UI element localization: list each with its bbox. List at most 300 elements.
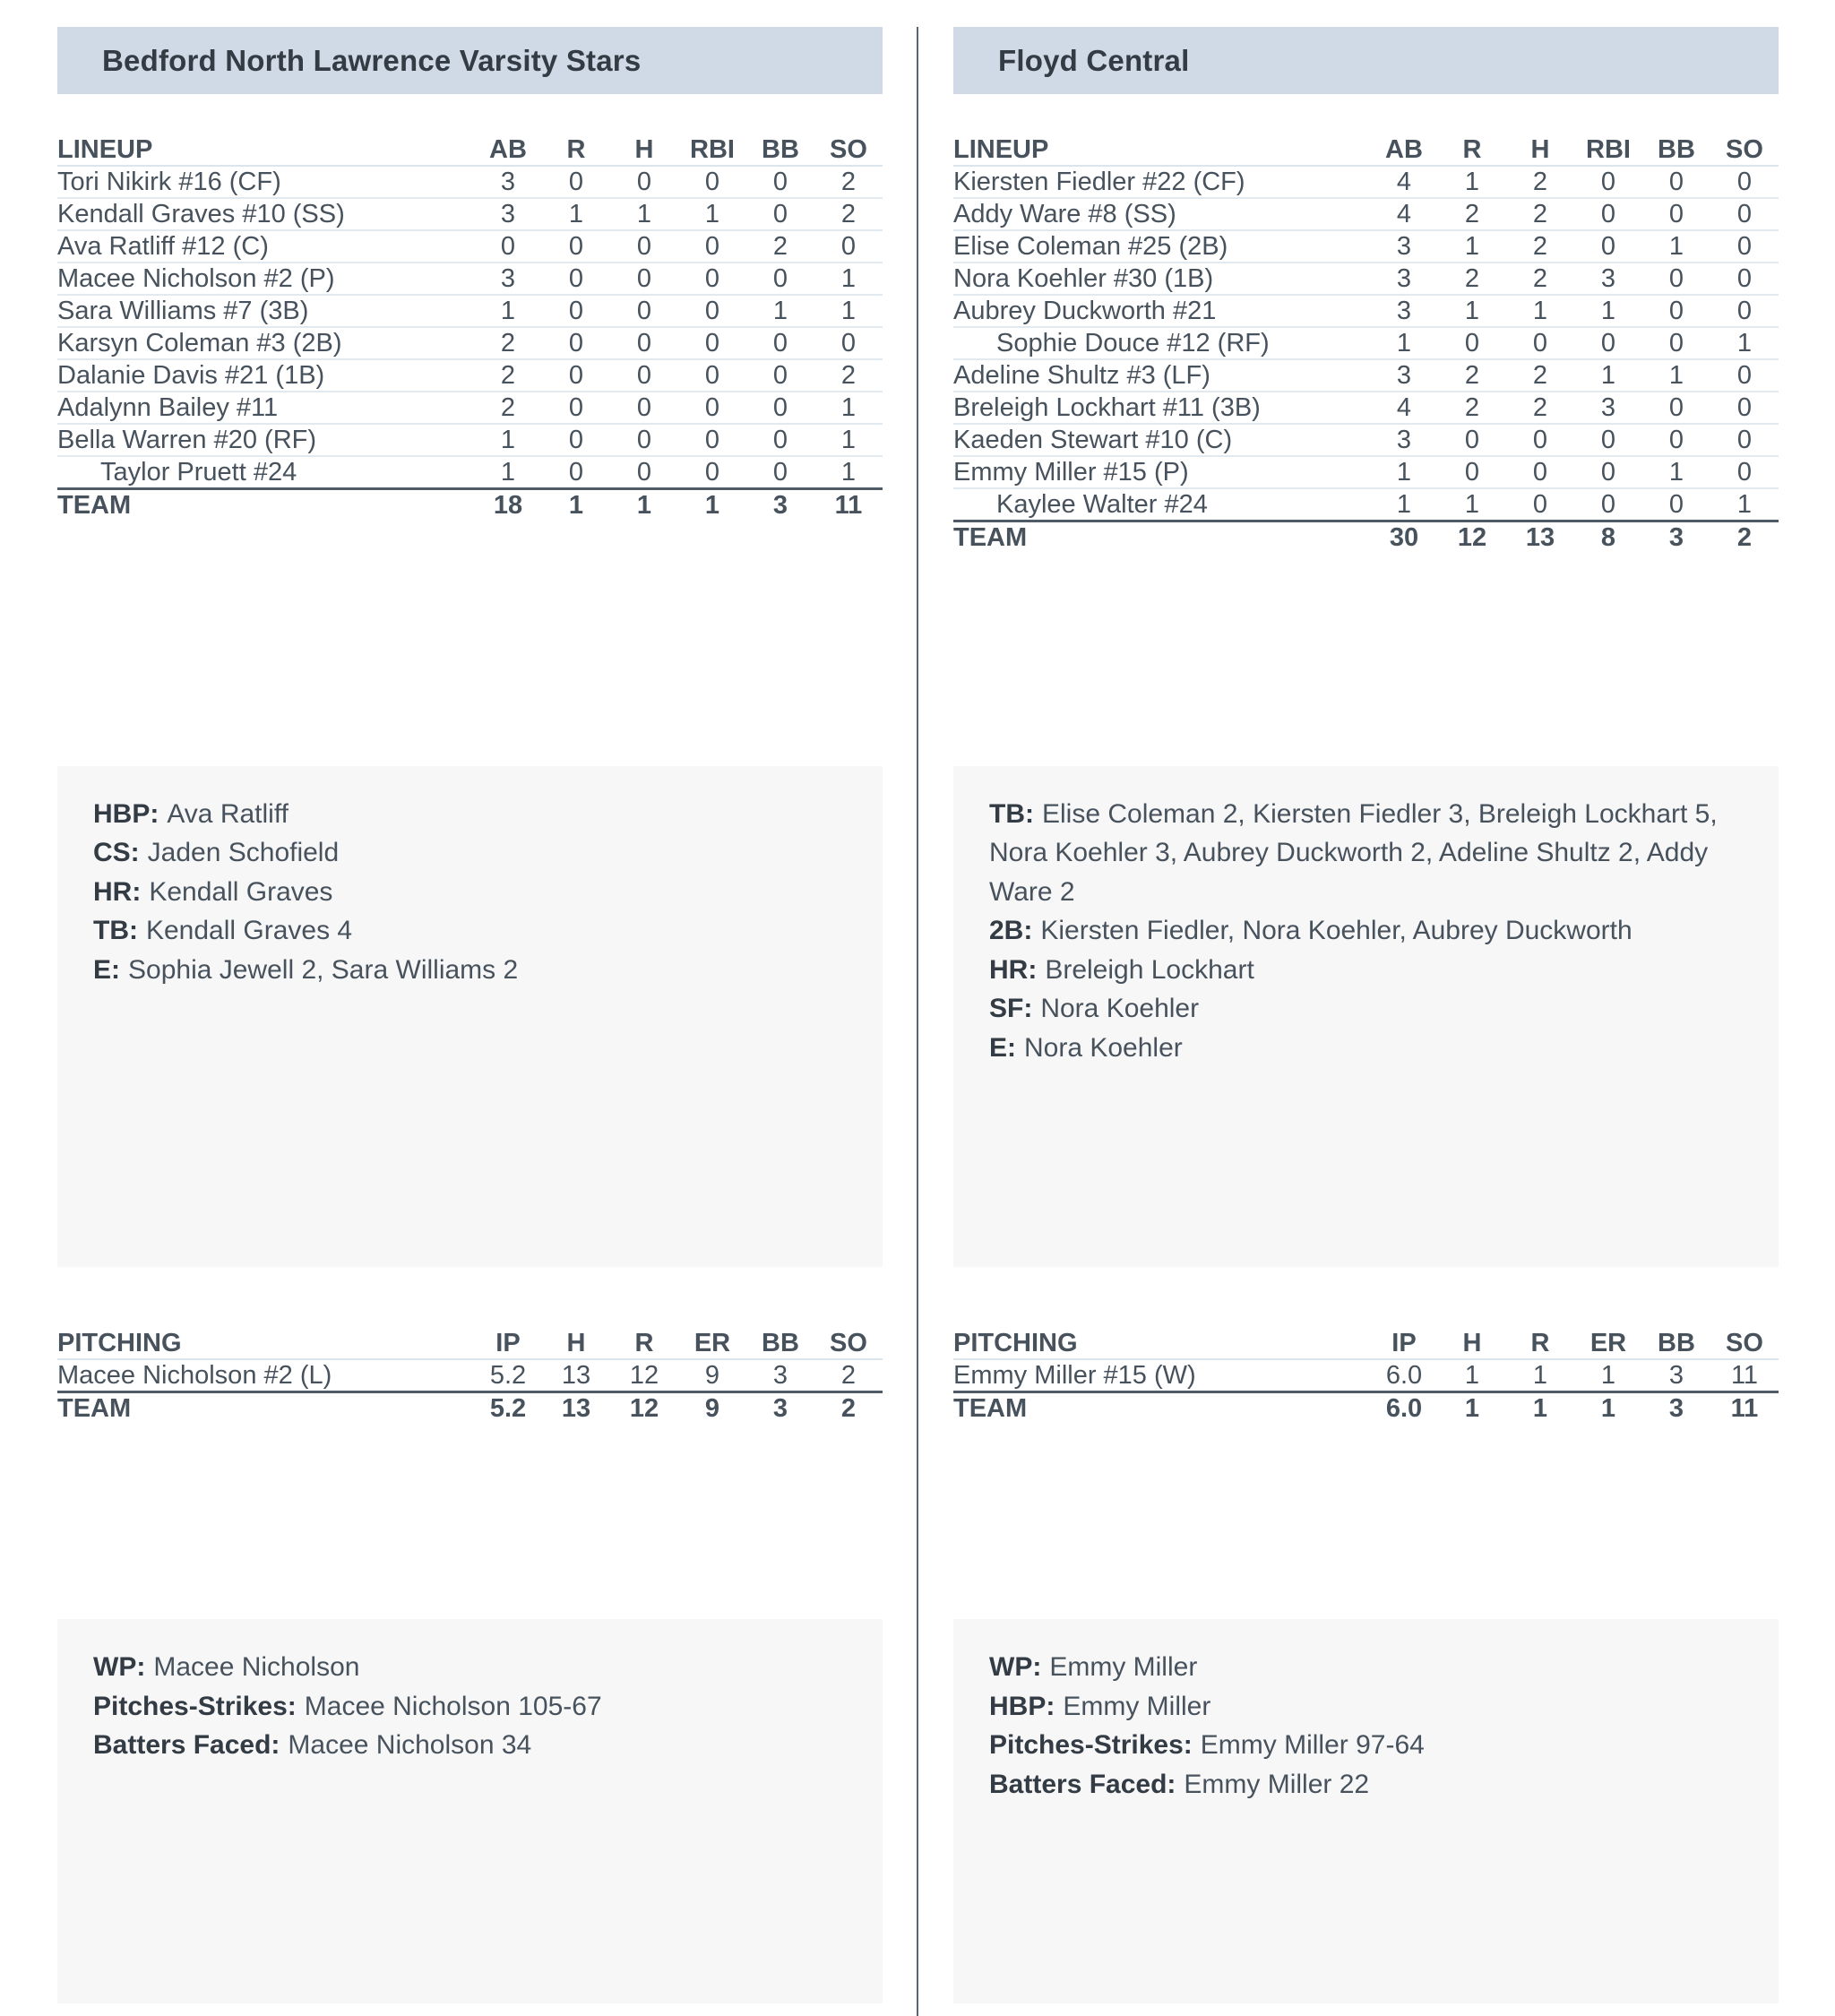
player-name: Ava Ratliff #12 (C) — [57, 230, 474, 263]
stat-cell: 0 — [610, 327, 678, 359]
player-name: Elise Coleman #25 (2B) — [953, 230, 1370, 263]
stat-cell: 0 — [542, 424, 610, 456]
player-row — [953, 166, 1779, 198]
stat-cell: 1 — [678, 489, 746, 521]
stat-cell: 1 — [1438, 1359, 1506, 1392]
note-line — [989, 1029, 1743, 1068]
note-value: Kendall Graves 4 — [145, 916, 353, 946]
stat-cell: 2 — [474, 392, 542, 424]
stat-cell: 18 — [474, 489, 542, 521]
stat-cell: 3 — [746, 1359, 814, 1392]
player-name: Dalanie Davis #21 (1B) — [57, 359, 474, 392]
player-row — [953, 1359, 1779, 1392]
stat-cell: 0 — [746, 198, 814, 230]
stat-cell: 1 — [474, 456, 542, 489]
note-label: 2B: — [989, 916, 1033, 946]
player-row — [953, 327, 1779, 359]
player-row — [57, 295, 883, 327]
stat-cell: 1 — [1438, 488, 1506, 521]
stat-cell: 3 — [1574, 392, 1642, 424]
stat-cell: 1 — [1642, 456, 1710, 488]
note-label: CS: — [93, 838, 140, 868]
stat-cell: 13 — [542, 1391, 610, 1424]
stat-cell: 0 — [1642, 263, 1710, 295]
player-row — [953, 359, 1779, 392]
player-row — [57, 456, 883, 489]
player-name: Kaylee Walter #24 — [953, 488, 1370, 521]
player-row — [953, 295, 1779, 327]
col-header-r: R — [542, 134, 610, 166]
team-total-label: TEAM — [953, 521, 1370, 554]
pitching-header-row — [953, 1328, 1779, 1359]
stat-cell: 2 — [814, 1391, 883, 1424]
player-row — [953, 488, 1779, 521]
column-divider — [917, 27, 918, 2016]
stat-cell: 1 — [1370, 456, 1438, 488]
stat-cell: 5.2 — [474, 1391, 542, 1424]
stat-cell: 0 — [678, 230, 746, 263]
stat-cell: 0 — [1574, 327, 1642, 359]
stat-cell: 1 — [1438, 1391, 1506, 1424]
stat-cell: 0 — [1574, 166, 1642, 198]
stat-cell: 11 — [814, 489, 883, 521]
stat-cell: 0 — [678, 295, 746, 327]
player-name: Taylor Pruett #24 — [57, 456, 474, 489]
stat-cell: 2 — [814, 166, 883, 198]
stat-cell: 1 — [814, 263, 883, 295]
stat-cell: 1 — [814, 424, 883, 456]
stat-cell: 0 — [1642, 392, 1710, 424]
col-header-h: H — [1438, 1328, 1506, 1359]
batting-notes — [953, 766, 1779, 1267]
lineup-section — [57, 134, 883, 724]
note-label: HR: — [93, 876, 142, 907]
stat-cell: 5.2 — [474, 1359, 542, 1392]
player-name: Sara Williams #7 (3B) — [57, 295, 474, 327]
note-line — [989, 795, 1743, 912]
lineup-team-row — [953, 521, 1779, 554]
note-line — [93, 1648, 847, 1687]
stat-cell: 6.0 — [1370, 1359, 1438, 1392]
col-header-bb: BB — [1642, 134, 1710, 166]
stat-cell: 2 — [814, 359, 883, 392]
stat-cell: 0 — [1438, 327, 1506, 359]
stat-cell: 3 — [1370, 359, 1438, 392]
player-name: Tori Nikirk #16 (CF) — [57, 166, 474, 198]
note-line — [989, 1726, 1743, 1765]
note-line — [93, 833, 847, 873]
col-header-so: SO — [1710, 134, 1779, 166]
player-row — [57, 166, 883, 198]
note-value: Nora Koehler — [1024, 1032, 1183, 1063]
col-header-rbi: RBI — [678, 134, 746, 166]
pitching-body — [57, 1359, 883, 1392]
stat-cell: 1 — [1642, 230, 1710, 263]
stat-cell: 3 — [746, 1391, 814, 1424]
stat-cell: 0 — [542, 295, 610, 327]
pitching-header-label: PITCHING — [57, 1328, 474, 1359]
player-name: Emmy Miller #15 (P) — [953, 456, 1370, 488]
note-value: Nora Koehler — [1040, 994, 1200, 1024]
stat-cell: 0 — [1710, 392, 1779, 424]
stat-cell: 4 — [1370, 392, 1438, 424]
stat-cell: 2 — [1438, 198, 1506, 230]
stat-cell: 0 — [1438, 456, 1506, 488]
stat-cell: 1 — [678, 198, 746, 230]
stat-cell: 1 — [1574, 1391, 1642, 1424]
lineup-body — [57, 166, 883, 489]
stat-cell: 1 — [814, 456, 883, 489]
note-label: TB: — [93, 916, 138, 946]
stat-cell: 0 — [678, 392, 746, 424]
stat-cell: 13 — [542, 1359, 610, 1392]
player-name: Aubrey Duckworth #21 — [953, 295, 1370, 327]
stat-cell: 2 — [746, 230, 814, 263]
note-label: HBP: — [989, 1691, 1055, 1721]
note-value: Breleigh Lockhart — [1045, 954, 1254, 985]
note-value: Emmy Miller 97-64 — [1200, 1730, 1425, 1761]
note-label: SF: — [989, 994, 1033, 1024]
player-row — [953, 263, 1779, 295]
pitching-notes — [57, 1619, 883, 2003]
stat-cell: 1 — [1574, 1359, 1642, 1392]
pitching-section — [57, 1328, 883, 1595]
player-name: Emmy Miller #15 (W) — [953, 1359, 1370, 1392]
stat-cell: 1 — [610, 489, 678, 521]
stat-cell: 0 — [1574, 456, 1642, 488]
col-header-r: R — [610, 1328, 678, 1359]
player-name: Nora Koehler #30 (1B) — [953, 263, 1370, 295]
stat-cell: 0 — [1642, 295, 1710, 327]
note-label: E: — [93, 954, 120, 985]
team-header-bar — [57, 27, 883, 94]
stat-cell: 12 — [1438, 521, 1506, 554]
stat-cell: 1 — [1506, 1359, 1574, 1392]
stat-cell: 2 — [1506, 198, 1574, 230]
stat-cell: 3 — [474, 166, 542, 198]
stat-cell: 0 — [678, 456, 746, 489]
pitching-section — [953, 1328, 1779, 1595]
stat-cell: 1 — [1710, 327, 1779, 359]
col-header-h: H — [610, 134, 678, 166]
col-header-ab: AB — [474, 134, 542, 166]
stat-cell: 1 — [1370, 488, 1438, 521]
note-label: Batters Faced: — [989, 1769, 1176, 1799]
player-row — [57, 424, 883, 456]
note-value: Ava Ratliff — [167, 798, 289, 829]
stat-cell: 0 — [1438, 424, 1506, 456]
stat-cell: 2 — [1506, 263, 1574, 295]
stat-cell: 0 — [746, 327, 814, 359]
stat-cell: 30 — [1370, 521, 1438, 554]
stat-cell: 0 — [746, 392, 814, 424]
player-name: Bella Warren #20 (RF) — [57, 424, 474, 456]
stat-cell: 0 — [542, 327, 610, 359]
note-value: Emmy Miller — [1049, 1652, 1198, 1683]
stat-cell: 0 — [678, 424, 746, 456]
stat-cell: 0 — [1710, 295, 1779, 327]
note-label: HR: — [989, 954, 1038, 985]
col-header-er: ER — [678, 1328, 746, 1359]
stat-cell: 4 — [1370, 198, 1438, 230]
stat-cell: 0 — [474, 230, 542, 263]
pitching-team-row — [57, 1391, 883, 1424]
player-name: Macee Nicholson #2 (P) — [57, 263, 474, 295]
pitching-header-row — [57, 1328, 883, 1359]
stat-cell: 1 — [1438, 166, 1506, 198]
stat-cell: 0 — [542, 263, 610, 295]
stat-cell: 0 — [1710, 456, 1779, 488]
stat-cell: 0 — [610, 166, 678, 198]
col-header-ip: IP — [1370, 1328, 1438, 1359]
note-line — [93, 795, 847, 834]
stat-cell: 0 — [1710, 424, 1779, 456]
stat-cell: 0 — [1506, 327, 1574, 359]
stat-cell: 1 — [474, 295, 542, 327]
team-header-bar — [953, 27, 1779, 94]
stat-cell: 3 — [1642, 521, 1710, 554]
note-label: E: — [989, 1032, 1016, 1063]
stat-cell: 1 — [542, 489, 610, 521]
note-line — [93, 911, 847, 951]
stat-cell: 0 — [610, 295, 678, 327]
player-name: Breleigh Lockhart #11 (3B) — [953, 392, 1370, 424]
stat-cell: 1 — [1506, 295, 1574, 327]
player-name: Adeline Shultz #3 (LF) — [953, 359, 1370, 392]
col-header-bb: BB — [746, 1328, 814, 1359]
team-name: Bedford North Lawrence Varsity Stars — [102, 43, 642, 77]
stat-cell: 11 — [1710, 1359, 1779, 1392]
note-value: Jaden Schofield — [147, 838, 340, 868]
player-row — [953, 456, 1779, 488]
note-label: Batters Faced: — [93, 1730, 280, 1761]
stat-cell: 1 — [814, 392, 883, 424]
stat-cell: 9 — [678, 1391, 746, 1424]
stat-cell: 2 — [1438, 263, 1506, 295]
lineup-team-row — [57, 489, 883, 521]
stat-cell: 3 — [474, 198, 542, 230]
player-row — [57, 1359, 883, 1392]
stat-cell: 4 — [1370, 166, 1438, 198]
stat-cell: 0 — [678, 327, 746, 359]
stat-cell: 9 — [678, 1359, 746, 1392]
note-label: Pitches-Strikes: — [989, 1730, 1193, 1761]
stat-cell: 0 — [1574, 424, 1642, 456]
stat-cell: 0 — [1506, 424, 1574, 456]
stat-cell: 1 — [1438, 230, 1506, 263]
pitching-team-row — [953, 1391, 1779, 1424]
col-header-so: SO — [814, 1328, 883, 1359]
stat-cell: 0 — [610, 392, 678, 424]
note-line — [93, 1687, 847, 1727]
stat-cell: 0 — [1710, 230, 1779, 263]
note-line — [989, 1648, 1743, 1687]
pitching-table — [57, 1328, 883, 1424]
stat-cell: 0 — [746, 359, 814, 392]
player-row — [57, 263, 883, 295]
note-line — [989, 911, 1743, 951]
stat-cell: 1 — [610, 198, 678, 230]
stat-cell: 0 — [746, 263, 814, 295]
note-line — [93, 873, 847, 912]
stat-cell: 0 — [1710, 166, 1779, 198]
note-line — [93, 951, 847, 990]
stat-cell: 0 — [1642, 198, 1710, 230]
note-value: Sophia Jewell 2, Sara Williams 2 — [128, 954, 519, 985]
col-header-bb: BB — [746, 134, 814, 166]
note-label: Pitches-Strikes: — [93, 1691, 297, 1721]
stat-cell: 0 — [1642, 488, 1710, 521]
pitching-body — [953, 1359, 1779, 1392]
stat-cell: 0 — [542, 392, 610, 424]
stat-cell: 0 — [542, 359, 610, 392]
stat-cell: 2 — [1710, 521, 1779, 554]
stat-cell: 2 — [1438, 359, 1506, 392]
col-header-er: ER — [1574, 1328, 1642, 1359]
player-row — [953, 198, 1779, 230]
stat-cell: 3 — [1370, 263, 1438, 295]
note-line — [989, 989, 1743, 1029]
col-header-so: SO — [1710, 1328, 1779, 1359]
player-name: Karsyn Coleman #3 (2B) — [57, 327, 474, 359]
stat-cell: 2 — [814, 1359, 883, 1392]
stat-cell: 0 — [1710, 263, 1779, 295]
stat-cell: 0 — [610, 359, 678, 392]
col-header-bb: BB — [1642, 1328, 1710, 1359]
lineup-table — [953, 134, 1779, 553]
col-header-h: H — [1506, 134, 1574, 166]
player-row — [57, 327, 883, 359]
team-total-label: TEAM — [57, 1391, 474, 1424]
stat-cell: 3 — [1370, 424, 1438, 456]
stat-cell: 1 — [474, 424, 542, 456]
player-row — [953, 230, 1779, 263]
stat-cell: 0 — [746, 456, 814, 489]
note-line — [93, 1726, 847, 1765]
note-line — [989, 1765, 1743, 1805]
stat-cell: 1 — [1710, 488, 1779, 521]
stat-cell: 0 — [678, 263, 746, 295]
stat-cell: 0 — [1574, 230, 1642, 263]
note-value: Macee Nicholson 105-67 — [304, 1691, 602, 1721]
pitching-header-label: PITCHING — [953, 1328, 1370, 1359]
stat-cell: 0 — [1710, 198, 1779, 230]
stat-cell: 2 — [1506, 230, 1574, 263]
note-line — [989, 1687, 1743, 1727]
note-value: Macee Nicholson — [153, 1652, 360, 1683]
stat-cell: 1 — [746, 295, 814, 327]
col-header-so: SO — [814, 134, 883, 166]
player-name: Kiersten Fiedler #22 (CF) — [953, 166, 1370, 198]
stat-cell: 2 — [814, 198, 883, 230]
stat-cell: 2 — [1506, 359, 1574, 392]
stat-cell: 0 — [610, 230, 678, 263]
stat-cell: 0 — [678, 359, 746, 392]
stat-cell: 1 — [1506, 1391, 1574, 1424]
pitching-table — [953, 1328, 1779, 1424]
note-label: HBP: — [93, 798, 159, 829]
note-value: Macee Nicholson 34 — [288, 1730, 532, 1761]
player-row — [953, 424, 1779, 456]
stat-cell: 2 — [474, 327, 542, 359]
col-header-rbi: RBI — [1574, 134, 1642, 166]
note-label: TB: — [989, 798, 1034, 829]
stat-cell: 0 — [610, 263, 678, 295]
col-header-h: H — [542, 1328, 610, 1359]
stat-cell: 0 — [1506, 456, 1574, 488]
stat-cell: 0 — [542, 230, 610, 263]
stat-cell: 0 — [542, 456, 610, 489]
stat-cell: 0 — [1642, 327, 1710, 359]
col-header-ab: AB — [1370, 134, 1438, 166]
lineup-header-label: LINEUP — [953, 134, 1370, 166]
stat-cell: 13 — [1506, 521, 1574, 554]
stat-cell: 3 — [1642, 1359, 1710, 1392]
stat-cell: 0 — [610, 456, 678, 489]
lineup-header-row — [953, 134, 1779, 166]
col-header-ip: IP — [474, 1328, 542, 1359]
player-name: Kendall Graves #10 (SS) — [57, 198, 474, 230]
stat-cell: 3 — [1642, 1391, 1710, 1424]
lineup-body — [953, 166, 1779, 521]
stat-cell: 0 — [1642, 166, 1710, 198]
stat-cell: 2 — [1438, 392, 1506, 424]
stat-cell: 0 — [1574, 198, 1642, 230]
lineup-header-label: LINEUP — [57, 134, 474, 166]
stat-cell: 1 — [1642, 359, 1710, 392]
player-name: Kaeden Stewart #10 (C) — [953, 424, 1370, 456]
player-name: Macee Nicholson #2 (L) — [57, 1359, 474, 1392]
stat-cell: 1 — [1438, 295, 1506, 327]
stat-cell: 1 — [814, 295, 883, 327]
stat-cell: 0 — [746, 166, 814, 198]
note-value: Elise Coleman 2, Kiersten Fiedler 3, Breleigh Lockhart 5, Nora Koehler 3, Aubrey Duckworth 2, Adeline Shultz 2, Addy Ware 2 — [989, 798, 1718, 907]
stat-cell: 0 — [1574, 488, 1642, 521]
stat-cell: 3 — [1370, 295, 1438, 327]
stat-cell: 2 — [1506, 392, 1574, 424]
note-value: Emmy Miller — [1063, 1691, 1211, 1721]
team-total-label: TEAM — [953, 1391, 1370, 1424]
stat-cell: 3 — [746, 489, 814, 521]
note-label: WP: — [93, 1652, 146, 1683]
lineup-section — [953, 134, 1779, 724]
stat-cell: 0 — [814, 230, 883, 263]
team-name: Floyd Central — [998, 43, 1190, 77]
stat-cell: 1 — [1370, 327, 1438, 359]
batting-notes — [57, 766, 883, 1267]
note-value: Kiersten Fiedler, Nora Koehler, Aubrey Duckworth — [1040, 916, 1633, 946]
lineup-header-row — [57, 134, 883, 166]
stat-cell: 8 — [1574, 521, 1642, 554]
pitching-notes — [953, 1619, 1779, 2003]
stat-cell: 3 — [1370, 230, 1438, 263]
note-line — [989, 951, 1743, 990]
stat-cell: 0 — [814, 327, 883, 359]
player-row — [57, 392, 883, 424]
stat-cell: 12 — [610, 1391, 678, 1424]
stat-cell: 1 — [1574, 295, 1642, 327]
note-value: Kendall Graves — [149, 876, 333, 907]
lineup-table — [57, 134, 883, 521]
stat-cell: 0 — [746, 424, 814, 456]
stat-cell: 0 — [1506, 488, 1574, 521]
stat-cell: 0 — [542, 166, 610, 198]
player-name: Addy Ware #8 (SS) — [953, 198, 1370, 230]
player-name: Adalynn Bailey #11 — [57, 392, 474, 424]
stat-cell: 3 — [1574, 263, 1642, 295]
stat-cell: 0 — [678, 166, 746, 198]
team-total-label: TEAM — [57, 489, 474, 521]
